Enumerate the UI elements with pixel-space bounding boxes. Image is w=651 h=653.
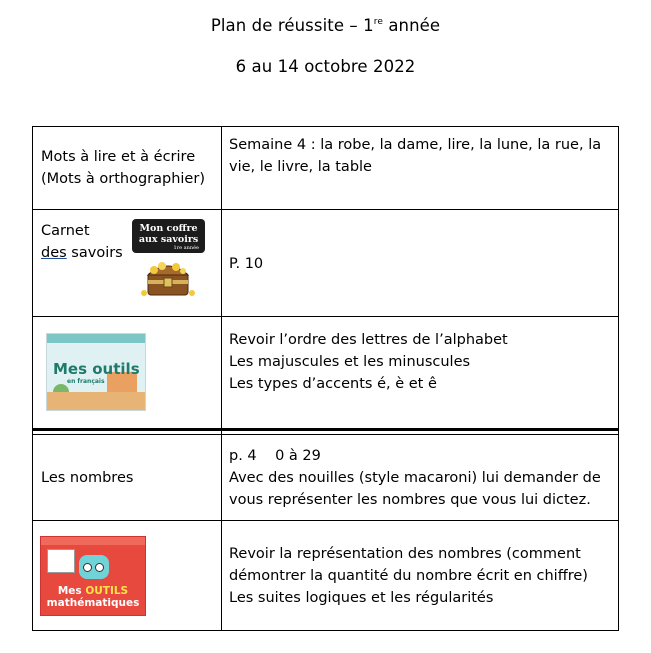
row-label-mots: Mots à lire et à écrire (Mots à orthographier) (41, 149, 205, 187)
robot-eye (95, 563, 104, 572)
row-content-carnet: P. 10 (229, 256, 264, 272)
row-content-outils-francais: Revoir l’ordre des lettres de l’alphabet Les majuscules et les minuscules Les types d’accents é, è et ê (229, 332, 508, 392)
row-content-nombres: p. 4 0 à 29 Avec des nouilles (style macaroni) lui demander de vous représenter les nombres que vous lui dictez. (229, 448, 601, 508)
cover-ground (47, 392, 145, 410)
row-label-nombres: Les nombres (41, 470, 134, 486)
treasure-chest-icon (132, 253, 205, 301)
robot-icon (79, 555, 109, 579)
page-title: Plan de réussite – 1re année (210, 16, 441, 35)
row-label-carnet: Carnet des savoirs (41, 223, 123, 261)
row-divider (32, 520, 619, 521)
mes-outils-maths-cover (40, 536, 146, 616)
grid-icon (47, 549, 75, 573)
cover-topbar (41, 537, 145, 545)
robot-eye (83, 563, 92, 572)
row-divider (32, 209, 619, 210)
row-content-mots: Semaine 4 : la robe, la dame, lire, la lune, la rue, la vie, le livre, la table (229, 137, 602, 175)
row-divider (32, 434, 619, 435)
cover-title: Mes outils (53, 360, 140, 378)
cover-subtitle: en français (67, 378, 105, 385)
cover-title: Mes OUTILS mathématiques (46, 585, 140, 609)
coffre-savoirs-image (132, 219, 205, 301)
row-divider-double (32, 428, 619, 431)
row-divider (32, 316, 619, 317)
coffre-badge: Mon coffre aux savoirs 1re année (132, 219, 205, 253)
row-content-outils-maths: Revoir la représentation des nombres (comment démontrer la quantité du nombre écrit en chiffre) Les suites logiques et les régularités (229, 546, 588, 606)
mes-outils-francais-cover (46, 333, 146, 411)
date-range: 6 au 14 octobre 2022 (235, 57, 416, 76)
cover-topbar (47, 334, 145, 343)
